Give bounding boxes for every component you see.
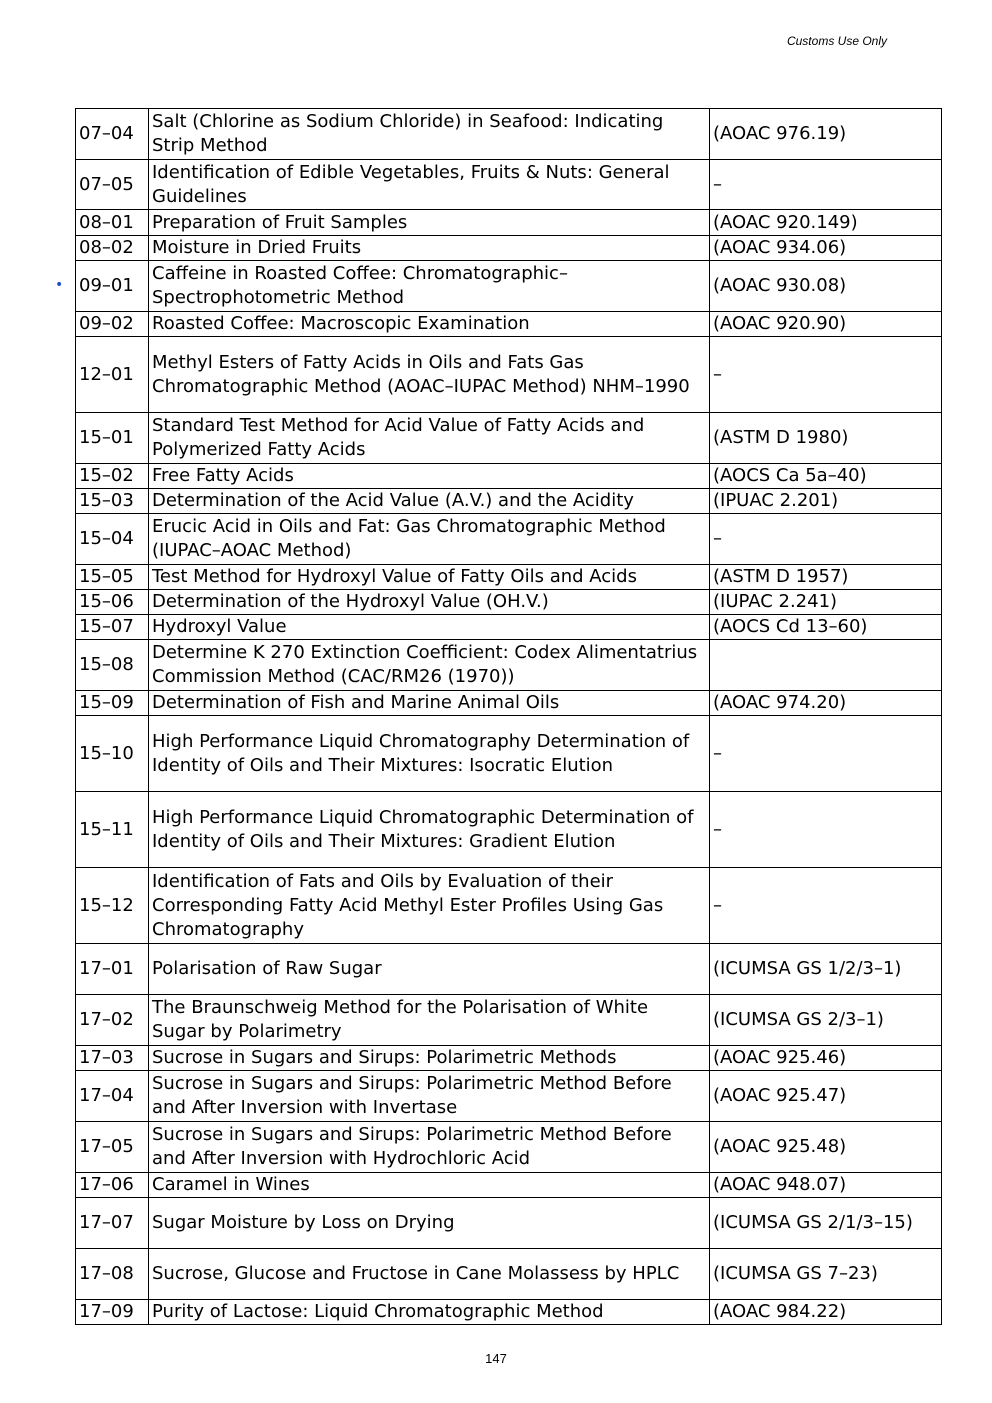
header-note: Customs Use Only — [786, 34, 887, 48]
method-code: 17–06 — [76, 1173, 149, 1198]
method-description: Determination of the Hydroxyl Value (OH.V.) — [149, 590, 710, 615]
method-code: 09–01 — [76, 261, 149, 312]
method-code: 15–10 — [76, 716, 149, 792]
method-code: 15–08 — [76, 640, 149, 691]
table-row — [76, 236, 942, 261]
method-reference: – — [710, 716, 942, 792]
method-code: 17–03 — [76, 1046, 149, 1071]
method-reference: – — [710, 160, 942, 210]
method-reference: (AOAC 934.06) — [710, 236, 942, 261]
method-description: Methyl Esters of Fatty Acids in Oils and Fats Gas Chromatographic Method (AOAC–IUPAC Method) NHM–1990 — [149, 337, 710, 413]
method-description: Erucic Acid in Oils and Fat: Gas Chromatographic Method (IUPAC–AOAC Method) — [149, 514, 710, 565]
method-description: High Performance Liquid Chromatographic Determination of Identity of Oils and Their Mixtures: Gradient Elution — [149, 792, 710, 868]
method-code: 15–09 — [76, 691, 149, 716]
method-description: Polarisation of Raw Sugar — [149, 944, 710, 995]
method-description: Identification of Edible Vegetables, Fruits & Nuts: General Guidelines — [149, 160, 710, 210]
method-reference: – — [710, 514, 942, 565]
table-row — [76, 109, 942, 160]
method-code: 15–07 — [76, 615, 149, 640]
method-code: 17–04 — [76, 1071, 149, 1122]
method-description: Roasted Coffee: Macroscopic Examination — [149, 312, 710, 337]
page-number: 147 — [485, 1351, 507, 1366]
method-description: Moisture in Dried Fruits — [149, 236, 710, 261]
method-description: Caffeine in Roasted Coffee: Chromatographic–Spectrophotometric Method — [149, 261, 710, 312]
method-code: 15–06 — [76, 590, 149, 615]
method-code: 17–01 — [76, 944, 149, 995]
method-reference: – — [710, 868, 942, 944]
method-code: 09–02 — [76, 312, 149, 337]
table-row — [76, 691, 942, 716]
method-code: 07–04 — [76, 109, 149, 160]
table-row — [76, 640, 942, 691]
method-description: Sucrose, Glucose and Fructose in Cane Molassess by HPLC — [149, 1249, 710, 1300]
method-description: Preparation of Fruit Samples — [149, 210, 710, 236]
table-row — [76, 514, 942, 565]
method-code: 15–01 — [76, 413, 149, 464]
method-description: Standard Test Method for Acid Value of Fatty Acids and Polymerized Fatty Acids — [149, 413, 710, 464]
method-description: Sucrose in Sugars and Sirups: Polarimetric Method Before and After Inversion with Invertase — [149, 1071, 710, 1122]
table-row — [76, 590, 942, 615]
method-code: 15–11 — [76, 792, 149, 868]
table-row — [76, 1071, 942, 1122]
method-code: 15–02 — [76, 464, 149, 489]
table-row — [76, 1173, 942, 1198]
method-reference: (ASTM D 1957) — [710, 565, 942, 590]
table-row — [76, 160, 942, 210]
method-reference: (AOAC 925.47) — [710, 1071, 942, 1122]
method-description: Determine K 270 Extinction Coefficient: Codex Alimentatrius Commission Method (CAC/RM26 (1970)) — [149, 640, 710, 691]
method-description: Sucrose in Sugars and Sirups: Polarimetric Method Before and After Inversion with Hydrochloric Acid — [149, 1122, 710, 1173]
method-reference: (IPUAC 2.201) — [710, 489, 942, 514]
method-description: Sucrose in Sugars and Sirups: Polarimetric Methods — [149, 1046, 710, 1071]
method-code: 08–02 — [76, 236, 149, 261]
table-row — [76, 995, 942, 1046]
table-row — [76, 565, 942, 590]
method-code: 15–12 — [76, 868, 149, 944]
method-reference: (ICUMSA GS 7–23) — [710, 1249, 942, 1300]
method-code: 15–03 — [76, 489, 149, 514]
method-reference: – — [710, 337, 942, 413]
method-reference: (ICUMSA GS 2/1/3–15) — [710, 1198, 942, 1249]
method-description: High Performance Liquid Chromatography Determination of Identity of Oils and Their Mixtures: Isocratic Elution — [149, 716, 710, 792]
table-row — [76, 1198, 942, 1249]
method-reference: (AOCS Cd 13–60) — [710, 615, 942, 640]
table-row — [76, 1122, 942, 1173]
change-marker: • — [55, 277, 64, 293]
method-code: 17–05 — [76, 1122, 149, 1173]
table-row — [76, 792, 942, 868]
method-description: Caramel in Wines — [149, 1173, 710, 1198]
table-row — [76, 210, 942, 236]
method-description: Salt (Chlorine as Sodium Chloride) in Seafood: Indicating Strip Method — [149, 109, 710, 160]
method-description: Free Fatty Acids — [149, 464, 710, 489]
method-code: 15–05 — [76, 565, 149, 590]
method-reference: (AOAC 920.90) — [710, 312, 942, 337]
method-description: Determination of the Acid Value (A.V.) and the Acidity — [149, 489, 710, 514]
table-row — [76, 489, 942, 514]
table-row — [76, 337, 942, 413]
method-code: 15–04 — [76, 514, 149, 565]
method-reference: (AOAC 974.20) — [710, 691, 942, 716]
methods-table — [75, 108, 942, 1325]
method-code: 12–01 — [76, 337, 149, 413]
method-code: 17–07 — [76, 1198, 149, 1249]
method-reference: (AOAC 976.19) — [710, 109, 942, 160]
method-code: 07–05 — [76, 160, 149, 210]
table-row — [76, 944, 942, 995]
method-reference: (AOAC 930.08) — [710, 261, 942, 312]
table-row — [76, 716, 942, 792]
method-reference: (ICUMSA GS 1/2/3–1) — [710, 944, 942, 995]
method-code: 17–08 — [76, 1249, 149, 1300]
table-row — [76, 464, 942, 489]
method-code: 17–09 — [76, 1300, 149, 1325]
table-row — [76, 413, 942, 464]
table-row — [76, 1300, 942, 1325]
method-reference: (IUPAC 2.241) — [710, 590, 942, 615]
table-row — [76, 615, 942, 640]
method-reference: – — [710, 792, 942, 868]
method-reference: (ASTM D 1980) — [710, 413, 942, 464]
method-reference: (AOAC 925.48) — [710, 1122, 942, 1173]
table-row — [76, 868, 942, 944]
method-description: Purity of Lactose: Liquid Chromatographic Method — [149, 1300, 710, 1325]
method-reference: (AOAC 920.149) — [710, 210, 942, 236]
method-reference: (ICUMSA GS 2/3–1) — [710, 995, 942, 1046]
table-row — [76, 312, 942, 337]
method-reference: (AOAC 925.46) — [710, 1046, 942, 1071]
table-row — [76, 1046, 942, 1071]
table-row — [76, 261, 942, 312]
method-description: Sugar Moisture by Loss on Drying — [149, 1198, 710, 1249]
method-description: Determination of Fish and Marine Animal Oils — [149, 691, 710, 716]
method-description: Hydroxyl Value — [149, 615, 710, 640]
method-code: 08–01 — [76, 210, 149, 236]
method-description: Test Method for Hydroxyl Value of Fatty Oils and Acids — [149, 565, 710, 590]
method-code: 17–02 — [76, 995, 149, 1046]
method-reference: (AOAC 984.22) — [710, 1300, 942, 1325]
method-description: Identification of Fats and Oils by Evaluation of their Corresponding Fatty Acid Methyl Ester Profiles Using Gas Chromatography — [149, 868, 710, 944]
table-row — [76, 1249, 942, 1300]
method-reference: (AOAC 948.07) — [710, 1173, 942, 1198]
method-reference — [710, 640, 942, 691]
method-reference: (AOCS Ca 5a–40) — [710, 464, 942, 489]
method-description: The Braunschweig Method for the Polarisation of White Sugar by Polarimetry — [149, 995, 710, 1046]
